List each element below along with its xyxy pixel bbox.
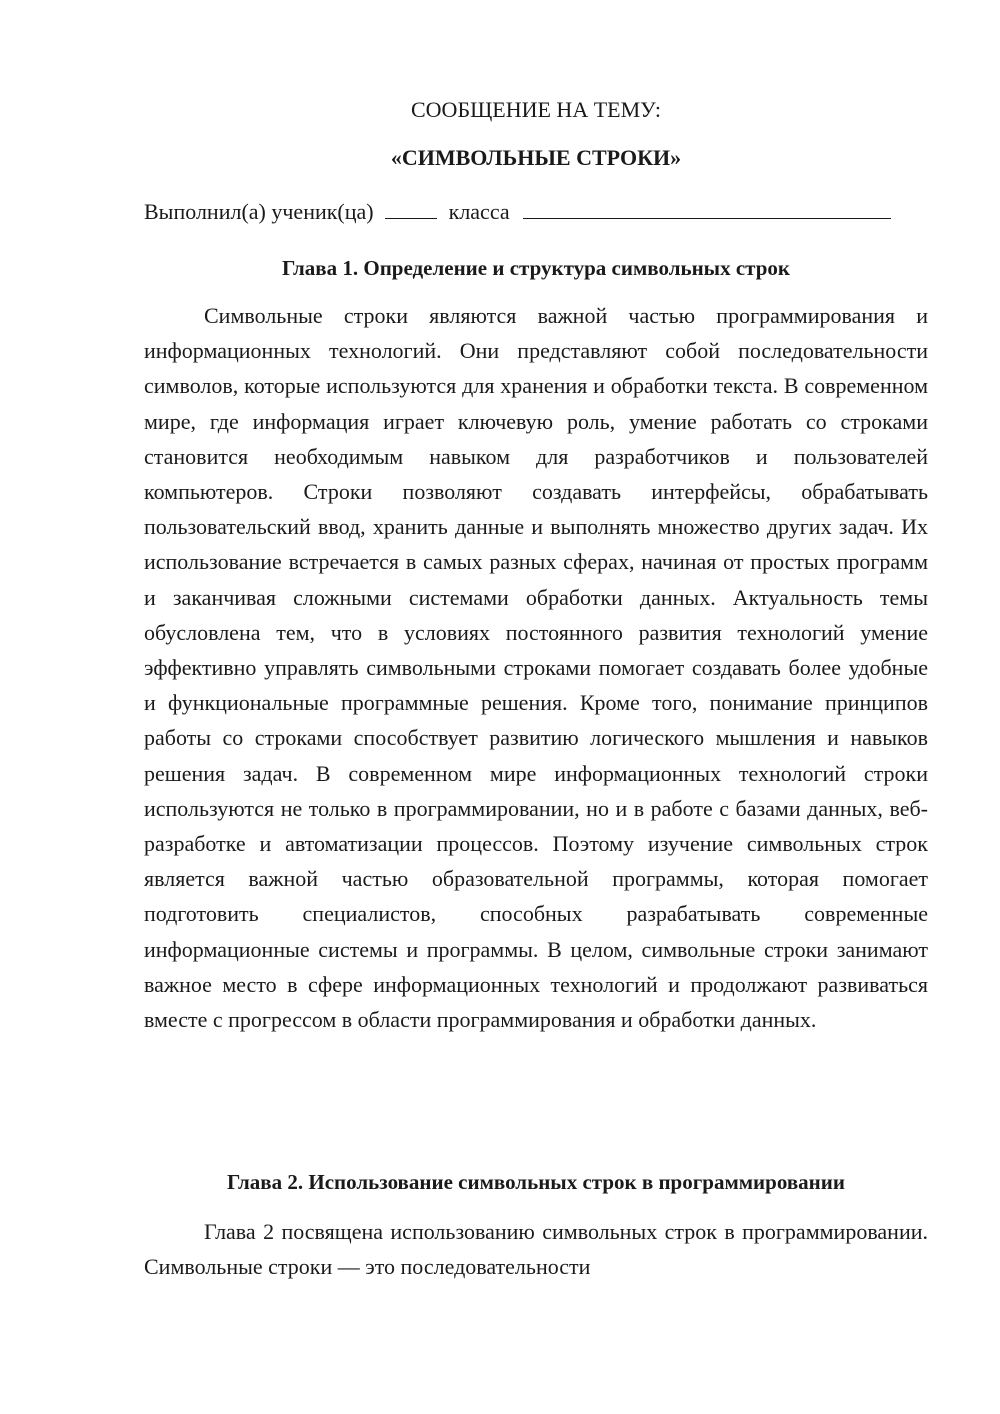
chapter1-paragraph: Символьные строки являются важной частью программирования и информационных технологий. Они представляют собой последовательности символов, которые используются для хранения и обработки текста. В современном мире, где информация играет ключевую роль, умение работать со строками становится необходимым навыком для разработчиков и пользователей компьютеров. Строки позволяют создавать интерфейсы, обрабатывать пользовательский ввод, хранить данные и выполнять множество других задач. Их использование встречается в самых разных сферах, начиная от простых программ и заканчивая сложными системами обработки данных. Актуальность темы обусловлена тем, что в условиях постоянного развития технологий умение эффективно управлять символьными строками помогает создавать более удобные и функциональные программные решения. Кроме того, понимание принципов работы со строками способствует развитию логического мышления и навыков решения задач. В современном мире информационных технологий строки используются не только в программировании, но и в работе с базами данных, веб-разработке и автоматизации процессов. Поэтому изучение символьных строк является важной частью образовательной программы, которая помогает подготовить специалистов, способных разрабатывать современные информационные системы и программы. В целом, символьные строки занимают важное место в сфере информационных технологий и продолжают развиваться вместе с прогрессом в области программирования и обработки данных. bbox=[144, 303, 928, 1033]
document-title-line2: «СИМВОЛЬНЫЕ СТРОКИ» bbox=[390, 145, 682, 170]
chapter2-paragraph: Глава 2 посвящена использованию символьных строк в программировании. Символьные строки — это последовательности bbox=[144, 1219, 928, 1280]
chapter2-heading: Глава 2. Использование символьных строк в программировании bbox=[227, 1170, 845, 1194]
author-line bbox=[144, 198, 928, 226]
author-prefix: Выполнил(а) ученик(ца) bbox=[144, 199, 374, 224]
name-blank-line bbox=[523, 198, 891, 219]
document-title-line1: СООБЩЕНИЕ НА ТЕМУ: bbox=[411, 97, 661, 122]
class-blank-line bbox=[385, 198, 437, 219]
chapter1-heading: Глава 1. Определение и структура символьных строк bbox=[282, 256, 790, 280]
author-class-label: класса bbox=[448, 199, 510, 224]
